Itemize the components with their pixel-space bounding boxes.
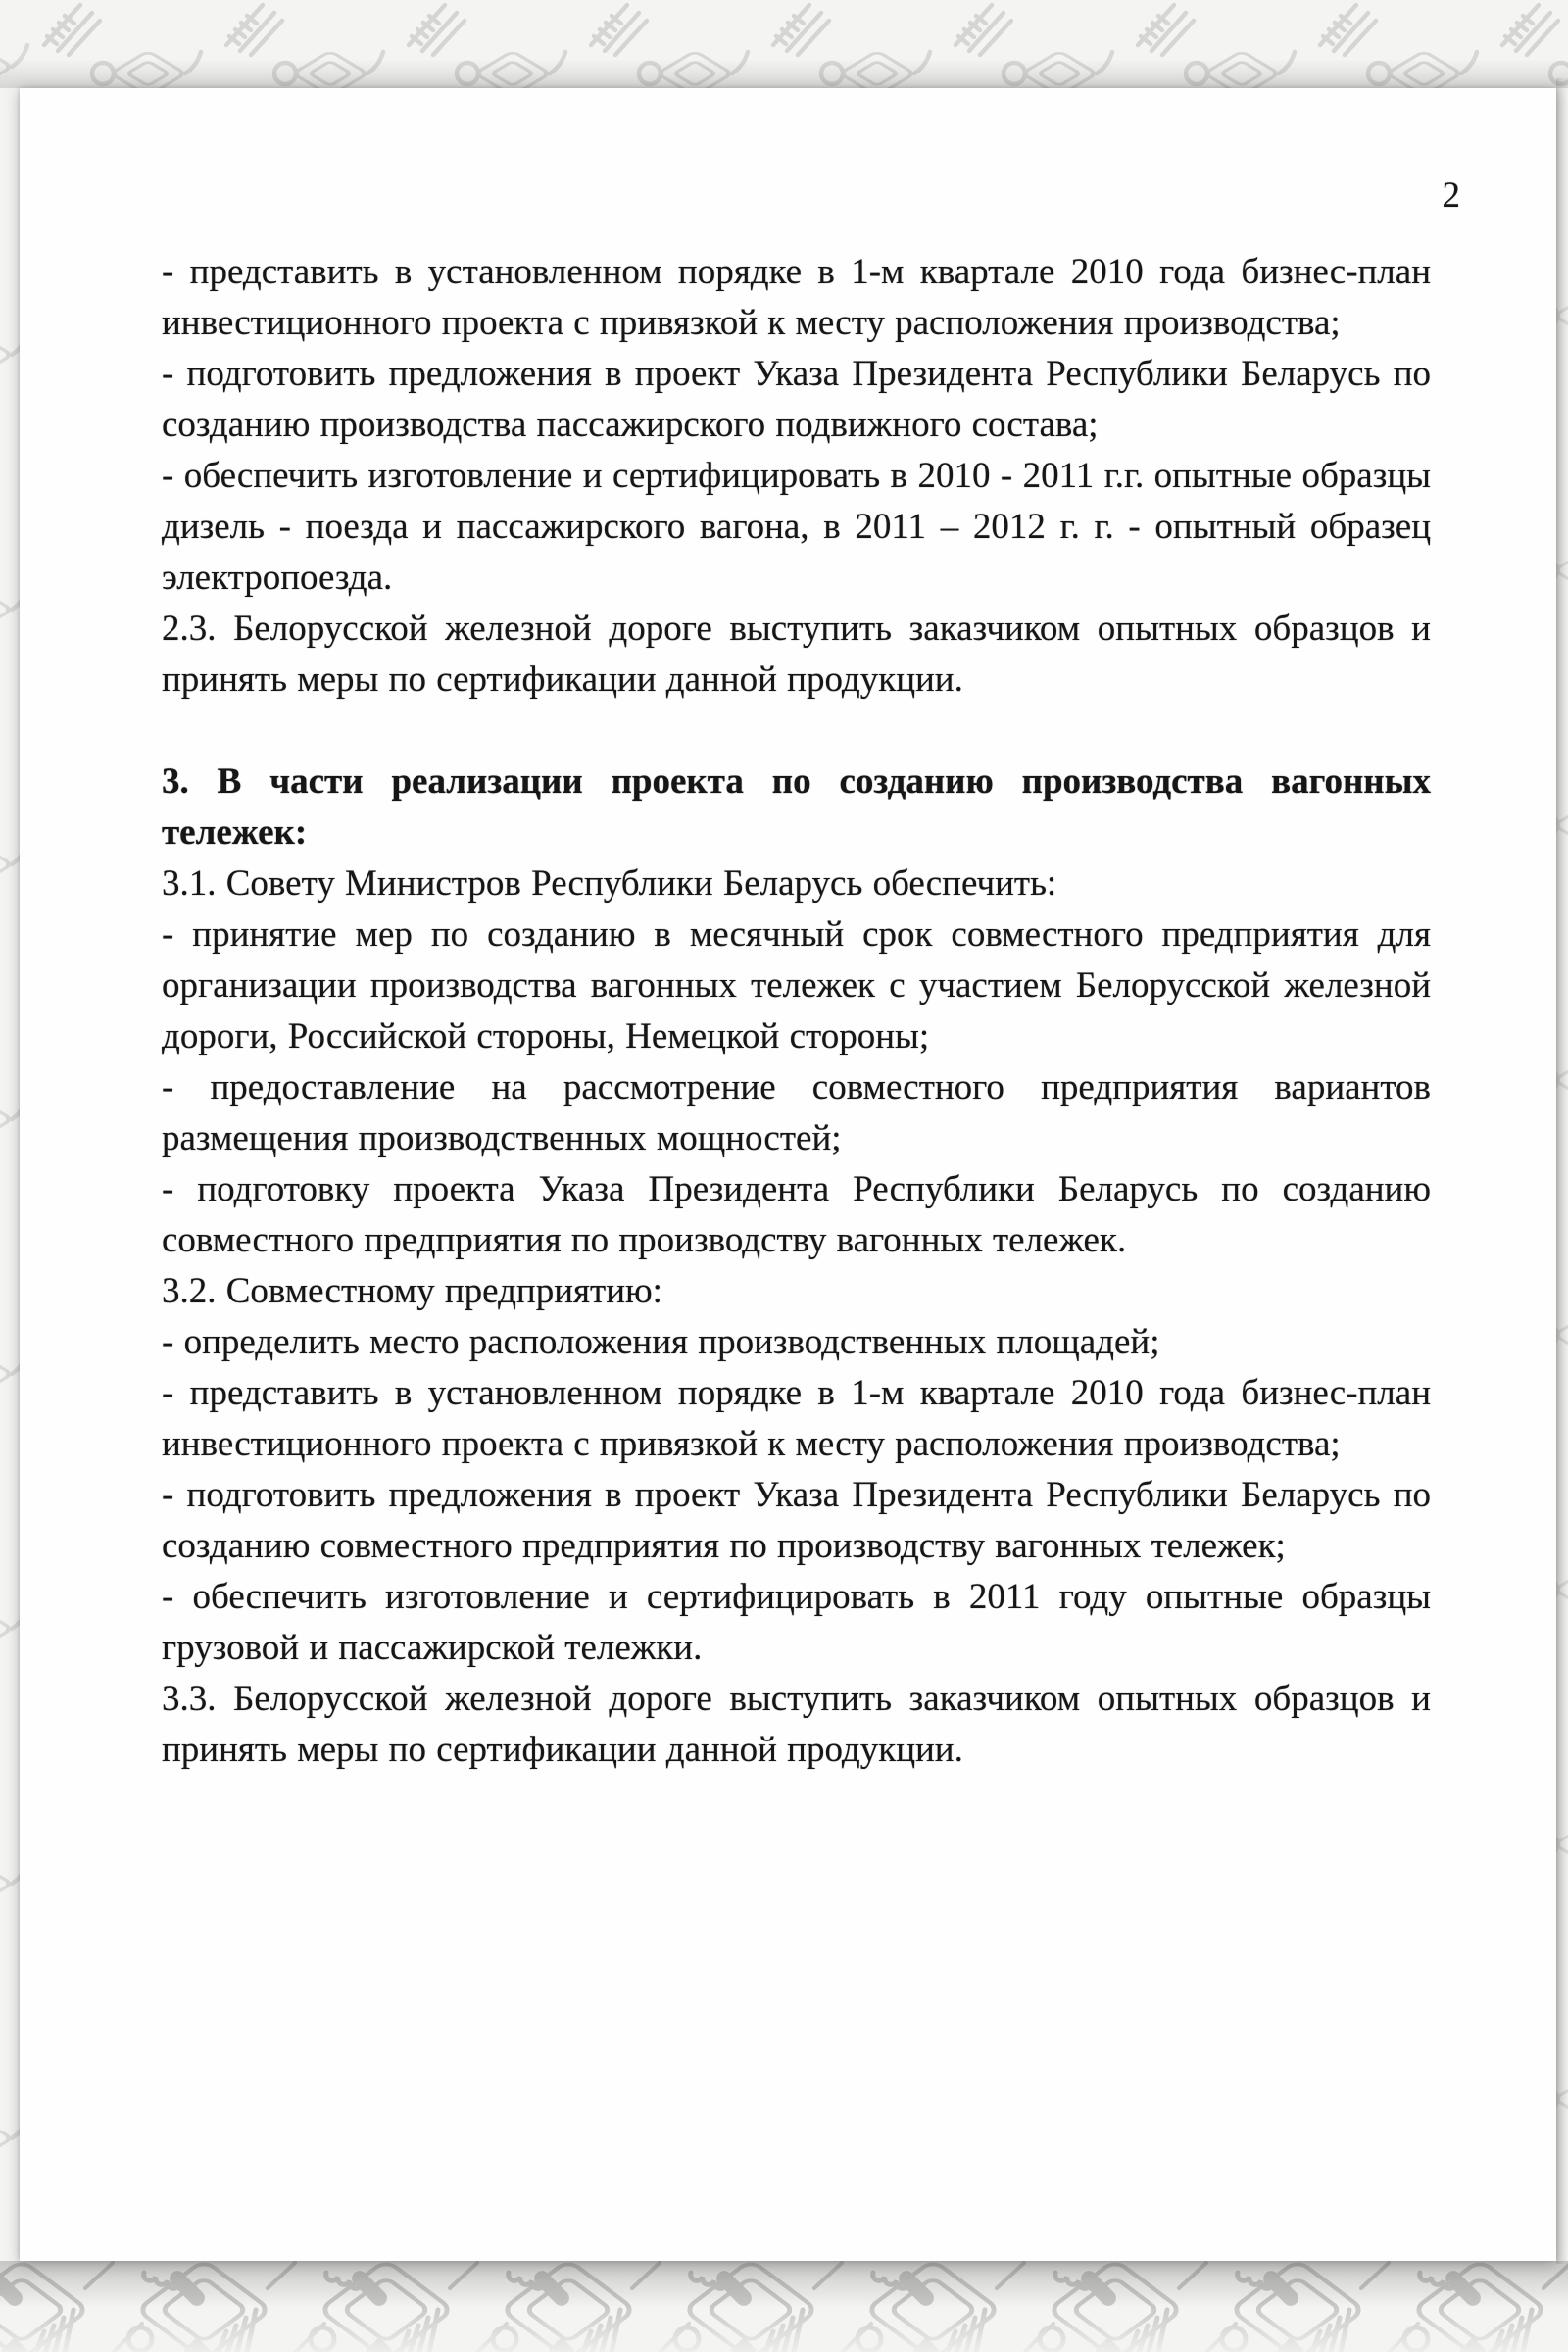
section-heading: 3. В части реализации проекта по созданию производства вагонных тележек: [162, 761, 1431, 853]
doc-paragraph: - представить в установленном порядке в 1-м квартале 2010 года бизнес-план инвестиционного проекта с привязкой к месту расположения производства; [162, 252, 1431, 343]
scan-shadow-right [1556, 78, 1568, 2264]
ornament-feather-icon [44, 5, 1558, 55]
doc-paragraph: 3.1. Совету Министров Республики Беларусь обеспечить: [162, 863, 1057, 904]
doc-paragraph: - подготовить предложения в проект Указа Президента Республики Беларусь по созданию производства пассажирского подвижного состава; [162, 354, 1431, 445]
document-body-text [162, 247, 1431, 1776]
doc-paragraph: - подготовку проекта Указа Президента Республики Беларусь по созданию совместного предприятия по производству вагонных тележек. [162, 1169, 1431, 1260]
doc-paragraph: - обеспечить изготовление и сертифицировать в 2010 - 2011 г.г. опытные образцы дизель - поезда и пассажирского вагона, в 2011 – 2012 г. г. - опытный образец электропоезда. [162, 456, 1431, 598]
doc-paragraph: - обеспечить изготовление и сертифицировать в 2011 году опытные образцы грузовой и пассажирской тележки. [162, 1577, 1431, 1668]
scan-fade-bottom [0, 2305, 1568, 2352]
doc-paragraph: - предоставление на рассмотрение совместного предприятия вариантов размещения производственных мощностей; [162, 1067, 1431, 1158]
doc-paragraph: 2.3. Белорусской железной дороге выступить заказчиком опытных образцов и принять меры по сертификации данной продукции. [162, 609, 1431, 700]
doc-paragraph: - подготовить предложения в проект Указа Президента Республики Беларусь по созданию совместного предприятия по производству вагонных тележек; [162, 1475, 1431, 1566]
page-number: 2 [1442, 175, 1460, 216]
doc-paragraph: - представить в установленном порядке в 1-м квартале 2010 года бизнес-план инвестиционного проекта с привязкой к месту расположения производства; [162, 1373, 1431, 1464]
doc-paragraph: - принятие мер по созданию в месячный срок совместного предприятия для организации производства вагонных тележек с участием Белорусской железной дороги, Российской стороны, Немецкой стороны; [162, 914, 1431, 1056]
doc-paragraph: 3.3. Белорусской железной дороге выступить заказчиком опытных образцов и принять меры по сертификации данной продукции. [162, 1679, 1431, 1770]
doc-paragraph: 3.2. Совместному предприятию: [162, 1271, 662, 1311]
scan-shadow-top [0, 59, 1568, 88]
scan-shadow-bottom [0, 2261, 1568, 2308]
document-page [20, 88, 1556, 2261]
doc-paragraph: - определить место расположения производственных площадей; [162, 1322, 1160, 1362]
